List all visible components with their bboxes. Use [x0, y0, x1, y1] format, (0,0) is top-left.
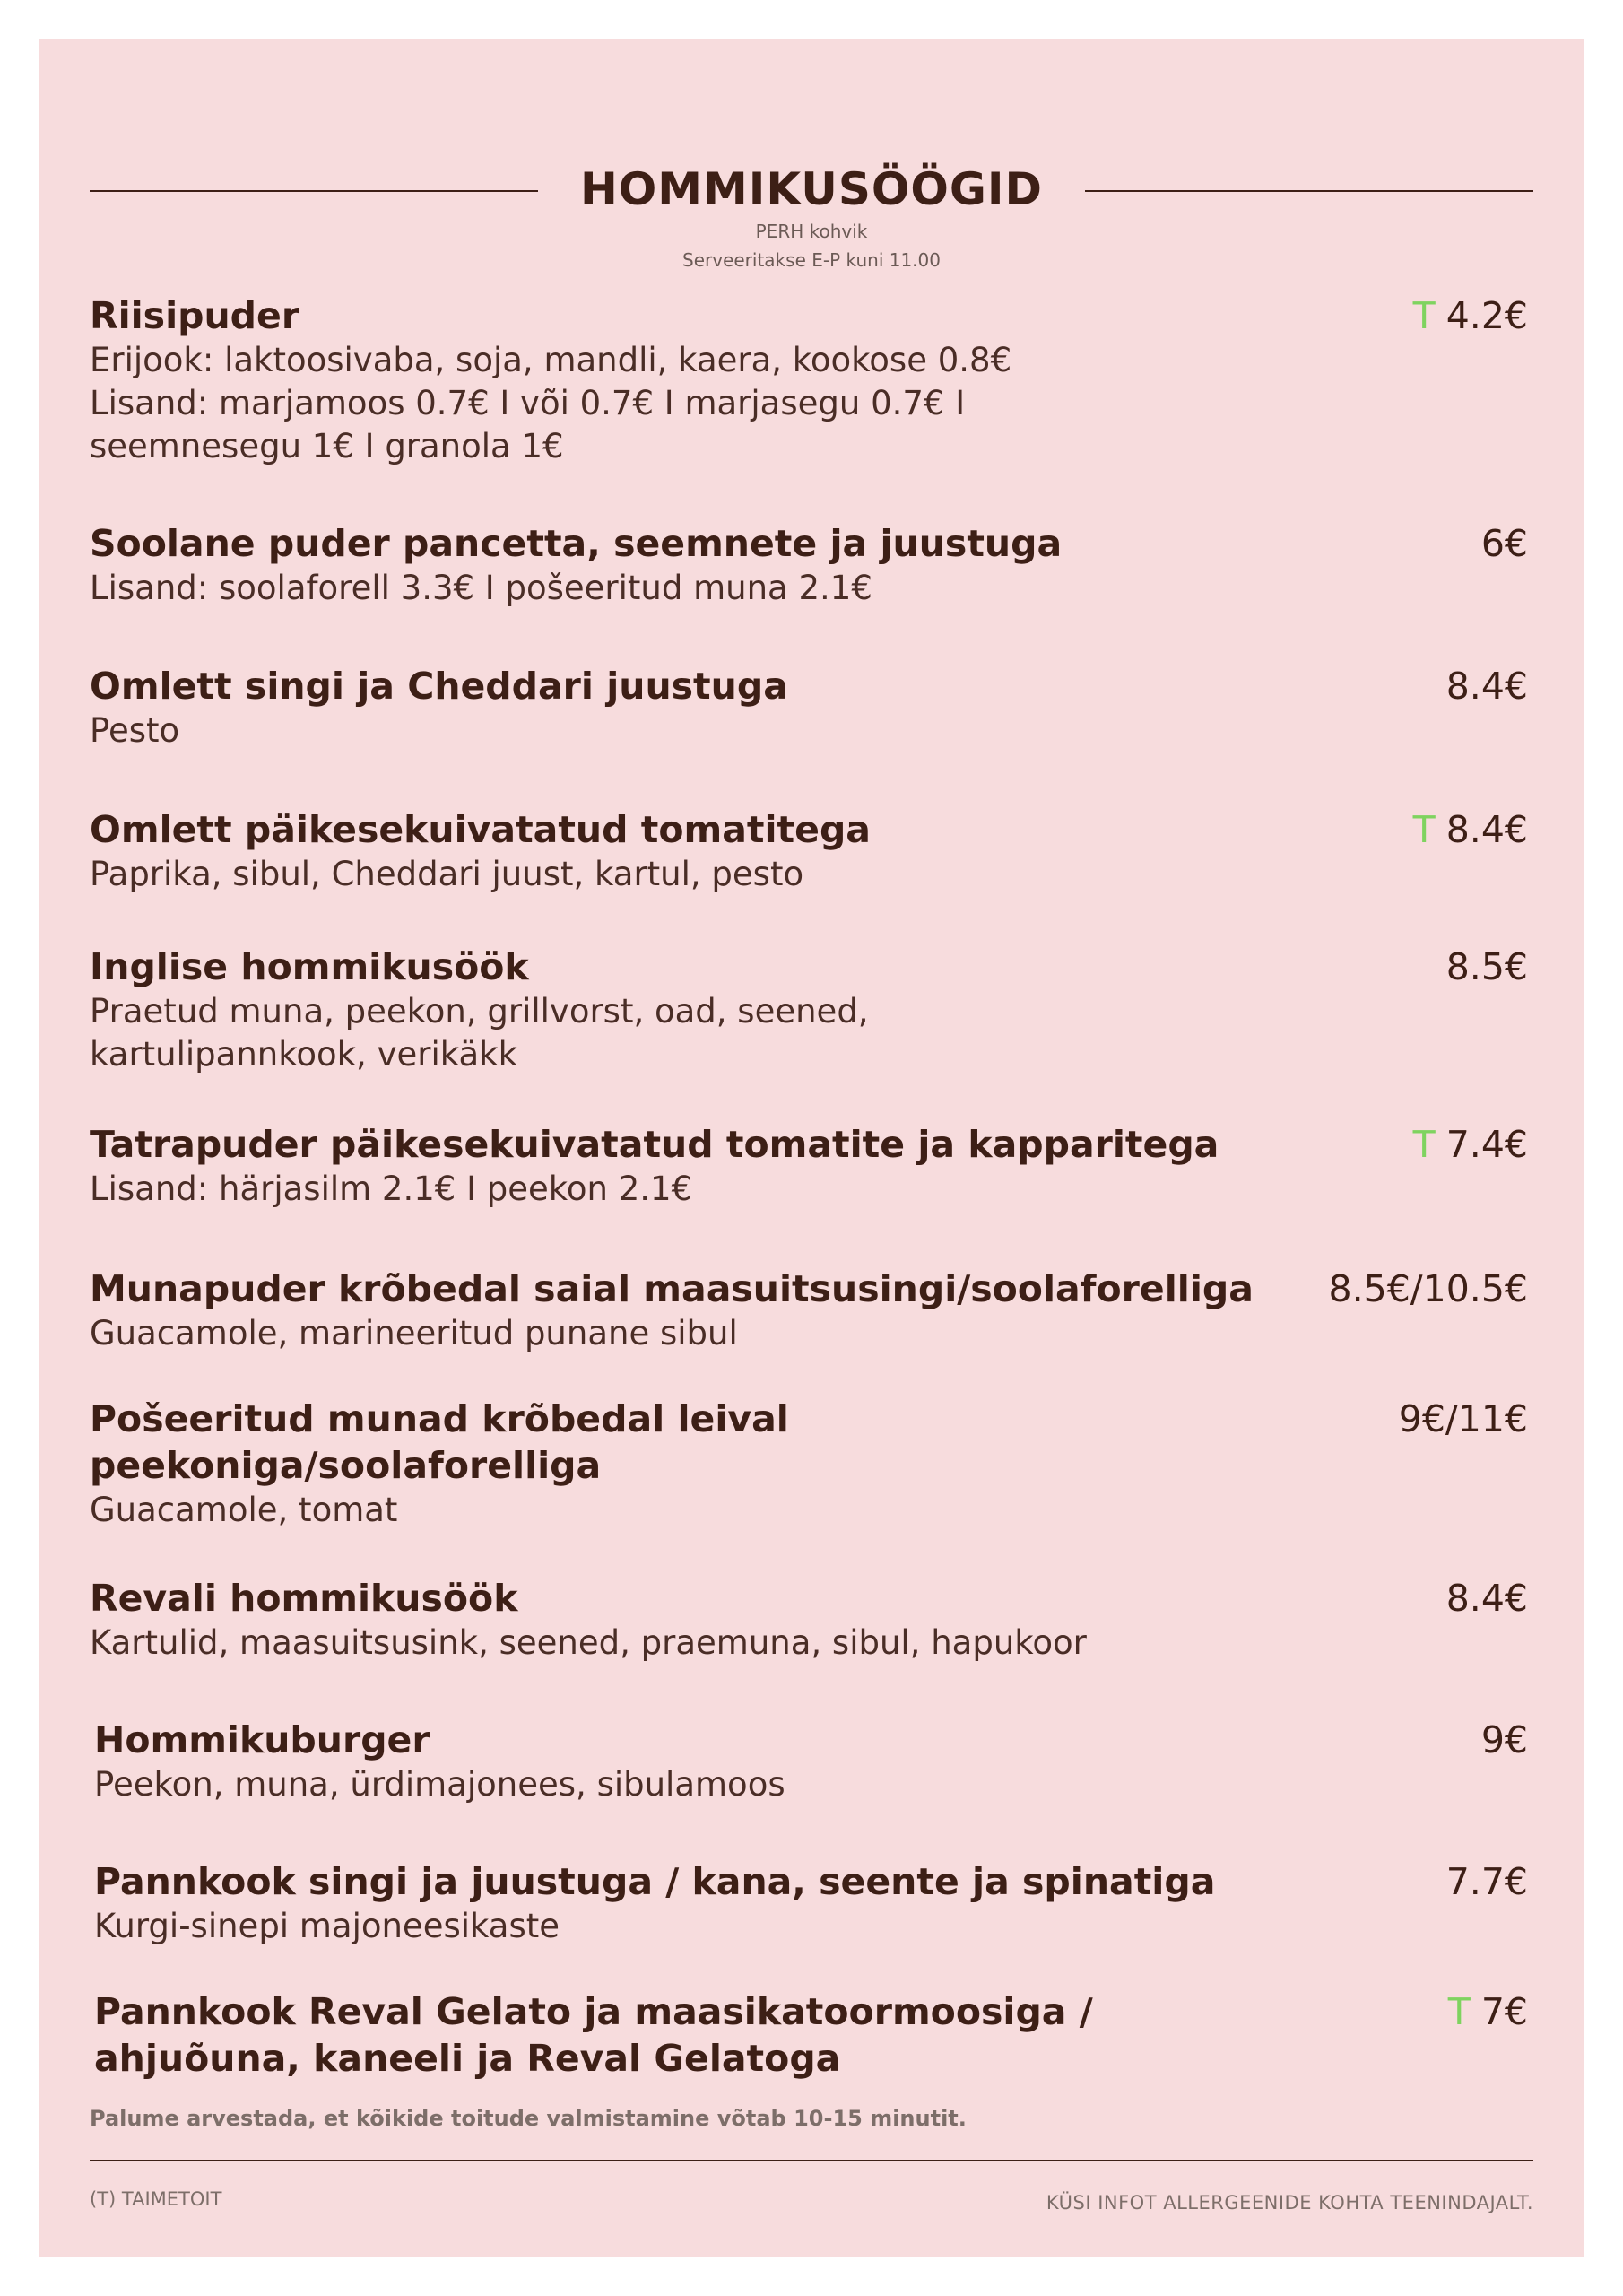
item-description: Erijook: laktoosivaba, soja, mandli, kaera, kookose 0.8€ Lisand: marjamoos 0.7€ I või 0.7€ I marjasegu 0.7€ I seemnesegu 1€ I granola 1€	[90, 341, 1012, 465]
vegan-tag: T	[1447, 1990, 1471, 2033]
item-price-row	[1446, 944, 1528, 990]
item-name: Omlett päikesekuivatatud tomatitega	[90, 808, 871, 851]
item-price: 6€	[1480, 522, 1528, 565]
venue-name: PERH kohvik	[755, 221, 868, 242]
item-price: 8.4€	[1445, 1577, 1528, 1620]
item-description: Guacamole, tomat	[90, 1491, 398, 1529]
menu-item	[94, 1717, 1532, 1806]
menu-item	[90, 663, 1532, 752]
item-name: Omlett singi ja Cheddari juustuga	[90, 665, 788, 708]
item-description: Lisand: härjasilm 2.1€ I peekon 2.1€	[90, 1170, 693, 1208]
item-name: Hommikuburger	[94, 1718, 430, 1761]
item-price-row	[1413, 806, 1528, 853]
menu-item	[90, 1121, 1532, 1211]
item-price: 4.2€	[1445, 294, 1528, 337]
item-price-row	[1413, 292, 1528, 339]
item-name: Revali hommikusöök	[90, 1577, 518, 1620]
item-name: Munapuder krõbedal saial maasuitsusingi/soolaforelliga	[90, 1267, 1254, 1310]
item-price: 7.4€	[1445, 1123, 1528, 1166]
item-name: Pošeeritud munad krõbedal leival peekoniga/soolaforelliga	[90, 1397, 789, 1487]
menu-item	[90, 806, 1532, 896]
menu-item	[90, 1265, 1532, 1355]
item-price-row	[1329, 1265, 1528, 1312]
menu-title: HOMMIKUSÖÖGID	[579, 163, 1044, 215]
menu-sheet	[39, 39, 1584, 2257]
vegan-tag: T	[1412, 808, 1436, 851]
item-price: 9€/11€	[1398, 1397, 1528, 1440]
item-description: Kurgi-sinepi majoneesikaste	[94, 1907, 560, 1945]
footer-divider	[90, 2160, 1533, 2161]
item-price-row	[1446, 1858, 1528, 1905]
menu-item	[90, 292, 1532, 468]
vegan-legend: (T) TAIMETOIT	[90, 2188, 222, 2210]
item-price-row	[1446, 1575, 1528, 1622]
item-price: 8.5€	[1445, 945, 1528, 988]
item-price-row	[1399, 1396, 1528, 1442]
item-price-row	[1413, 1121, 1528, 1168]
item-description: Kartulid, maasuitsusink, seened, praemuna, sibul, hapukoor	[90, 1623, 1087, 1662]
menu-item	[90, 520, 1532, 610]
allergen-notice: KÜSI INFOT ALLERGEENIDE KOHTA TEENINDAJALT.	[1046, 2192, 1533, 2213]
menu-item	[90, 944, 1532, 1076]
item-price: 9€	[1480, 1718, 1528, 1761]
item-name: Pannkook Reval Gelato ja maasikatoormoosiga / ahjuõuna, kaneeli ja Reval Gelatoga	[94, 1990, 1093, 2080]
item-description: Praetud muna, peekon, grillvorst, oad, seened, kartulipannkook, verikäkk	[90, 992, 869, 1074]
serving-hours: Serveeritakse E-P kuni 11.00	[682, 249, 941, 271]
vegan-tag: T	[1412, 1123, 1436, 1166]
item-price-row	[1481, 520, 1528, 567]
menu-item	[90, 1575, 1532, 1665]
menu-item	[90, 1396, 1532, 1532]
item-name: Riisipuder	[90, 294, 300, 337]
item-name: Soolane puder pancetta, seemnete ja juustuga	[90, 522, 1063, 565]
item-name: Tatrapuder päikesekuivatatud tomatite ja kapparitega	[90, 1123, 1219, 1166]
item-price: 7.7€	[1445, 1860, 1528, 1903]
item-price: 7€	[1480, 1990, 1528, 2033]
item-name: Inglise hommikusöök	[90, 945, 529, 988]
item-price: 8.4€	[1445, 665, 1528, 708]
preparation-time-note: Palume arvestada, et kõikide toitude valmistamine võtab 10-15 minutit.	[90, 2106, 967, 2131]
menu-item	[94, 1988, 1532, 2082]
item-price: 8.4€	[1445, 808, 1528, 851]
item-price-row	[1446, 663, 1528, 709]
item-description: Peekon, muna, ürdimajonees, sibulamoos	[94, 1765, 785, 1804]
item-name: Pannkook singi ja juustuga / kana, seente ja spinatiga	[94, 1860, 1216, 1903]
item-description: Pesto	[90, 711, 180, 750]
item-price-row	[1481, 1717, 1528, 1763]
menu-header	[39, 120, 1584, 282]
menu-item	[94, 1858, 1532, 1948]
vegan-tag: T	[1412, 294, 1436, 337]
item-description: Paprika, sibul, Cheddari juust, kartul, pesto	[90, 855, 804, 893]
item-description: Guacamole, marineeritud punane sibul	[90, 1314, 738, 1352]
item-price-row	[1448, 1988, 1528, 2035]
item-description: Lisand: soolaforell 3.3€ I pošeeritud muna 2.1€	[90, 569, 872, 607]
item-price: 8.5€/10.5€	[1328, 1267, 1528, 1310]
